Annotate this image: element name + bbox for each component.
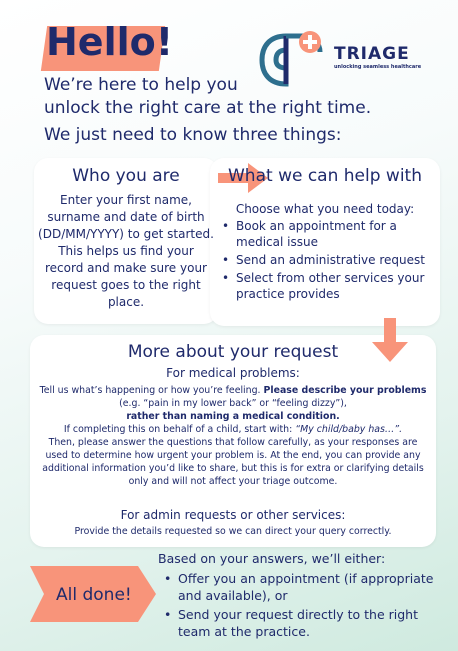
questions-text: Then, please answer the questions that follow carefully, as your responses are used to determine how urgent your problem is. At the end, you can provide any additional information you’d like to share, but this is for extra or clarifying details only and will not affect your triage outcome. xyxy=(42,437,424,487)
outcome-list xyxy=(164,570,444,642)
medical-emphasis: Please describe your problems xyxy=(263,385,427,396)
all-done-label: All done! xyxy=(56,585,132,605)
what-list xyxy=(222,218,436,304)
admin-title: For admin requests or other services: xyxy=(120,508,346,522)
list-item: • Send your request directly to the right team at the practice. xyxy=(164,606,444,640)
who-body: Enter your first name, surname and date of birth (DD/MM/YYYY) to get started. This helps us find your record and make sure your request goes to the right place. xyxy=(38,193,214,309)
intro-line-2: unlock the right care at the right time. xyxy=(44,98,372,118)
more-title: More about your request xyxy=(127,342,339,362)
what-title: What we can help with xyxy=(228,166,422,186)
intro-question: We just need to know three things: xyxy=(44,125,342,145)
medical-example: (e.g. “pain in my lower back” or “feeling dizzy”), xyxy=(119,398,347,409)
intro-line-1: We’re here to help you xyxy=(44,75,238,95)
medical-emphasis-2: rather than naming a medical condition. xyxy=(126,411,340,422)
medical-body xyxy=(36,384,430,488)
intro-text xyxy=(44,74,444,120)
list-item: • Book an appointment for a medical issue xyxy=(222,218,436,250)
list-item: • Send an administrative request xyxy=(222,252,436,268)
list-item: • Offer you an appointment (if appropriate and available), or xyxy=(164,570,444,604)
admin-body: Provide the details requested so we can direct your query correctly. xyxy=(74,526,392,537)
list-item: • Select from other services your practice provides xyxy=(222,270,436,302)
child-text: If completing this on behalf of a child, start with: xyxy=(63,424,296,435)
who-title: Who you are xyxy=(72,166,180,186)
brand-tagline: unlocking seamless healthcare xyxy=(334,64,422,70)
medical-title: For medical problems: xyxy=(166,366,300,380)
child-example: “My child/baby has…”. xyxy=(295,424,403,435)
hello-heading: Hello! xyxy=(46,20,174,64)
brand-name: TRIAGE xyxy=(334,44,410,64)
outcome-lead: Based on your answers, we’ll either: xyxy=(158,551,386,566)
medical-text: Tell us what’s happening or how you’re feeling. xyxy=(39,385,264,396)
what-lead: Choose what you need today: xyxy=(235,202,415,216)
